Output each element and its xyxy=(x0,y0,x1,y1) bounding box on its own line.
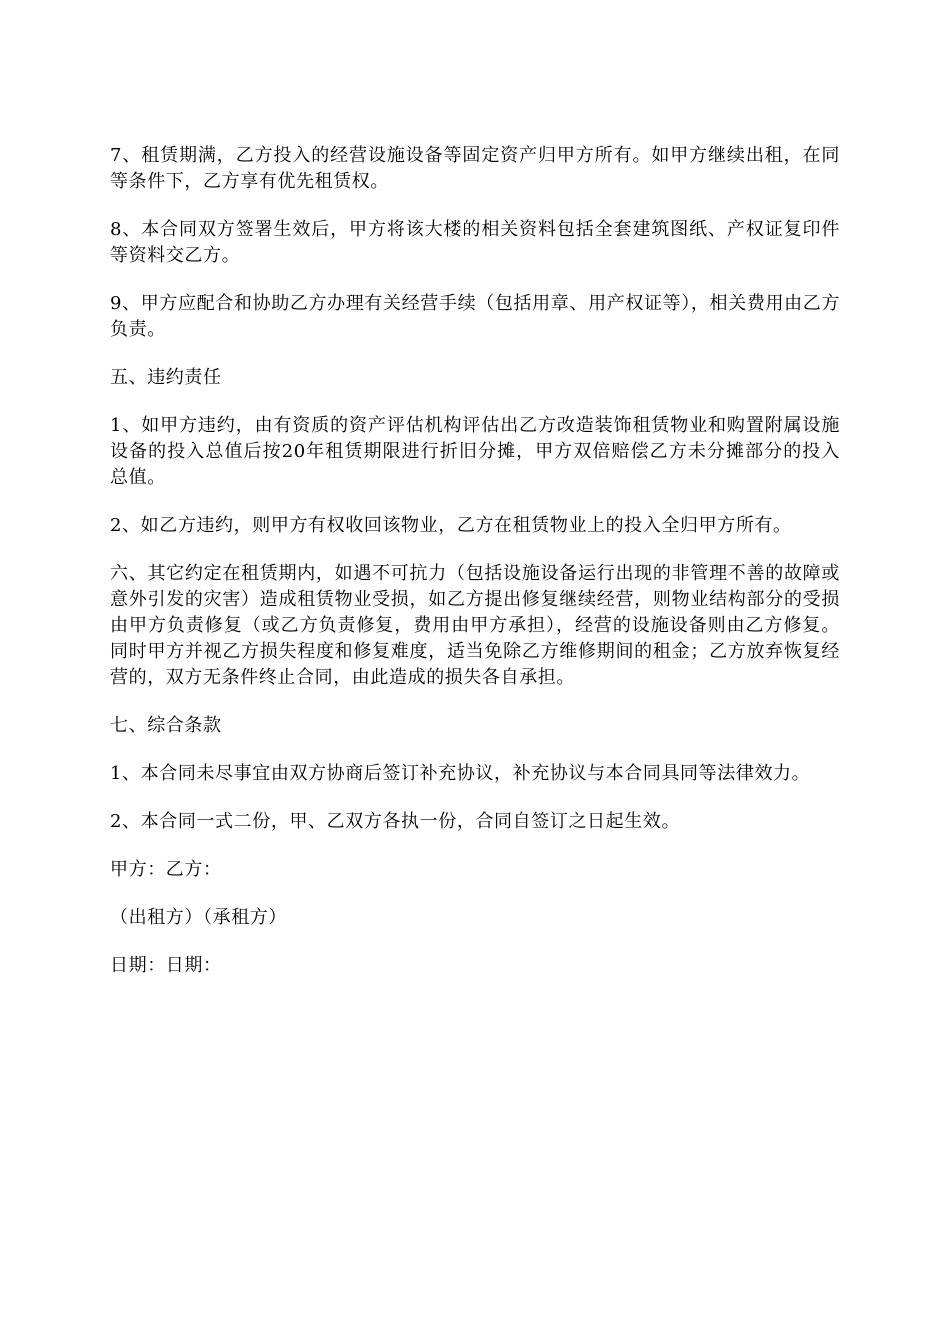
clause-7: 7、租赁期满，乙方投入的经营设施设备等固定资产归甲方所有。如甲方继续出租，在同等条件下，乙方享有优先租赁权。 xyxy=(110,145,840,192)
breach-clause-1: 1、如甲方违约，由有资质的资产评估机构评估出乙方改造装饰租赁物业和购置附属设施设备的投入总值后按20年租赁期限进行折旧分摊，甲方双倍赔偿乙方未分摊部分的投入总值。 xyxy=(110,415,840,488)
section-heading-breach: 五、违约责任 xyxy=(110,367,222,388)
general-clause-2: 2、本合同一式二份，甲、乙双方各执一份，合同自签订之日起生效。 xyxy=(110,811,681,832)
general-clause-1: 1、本合同未尽事宜由双方协商后签订补充协议，补充协议与本合同具同等法律效力。 xyxy=(110,763,811,784)
signature-roles: （出租方）（承租方） xyxy=(110,907,287,928)
section-other-agreements: 六、其它约定在租赁期内，如遇不可抗力（包括设施设备运行出现的非管理不善的故障或意外引发的灾害）造成租赁物业受损，如乙方提出修复继续经营，则物业结构部分的受损由甲方负责修复（或乙方负责修复，费用由甲方承担），经营的设施设备则由乙方修复。同时甲方并视乙方损失程度和修复难度，适当免除乙方维修期间的租金；乙方放弃恢复经营的，双方无条件终止合同，由此造成的损失各自承担。 xyxy=(110,563,840,688)
clause-9: 9、甲方应配合和协助乙方办理有关经营手续（包括用章、用产权证等），相关费用由乙方负责。 xyxy=(110,293,840,340)
section-heading-general: 七、综合条款 xyxy=(110,715,222,736)
signature-dates: 日期：日期： xyxy=(110,955,222,976)
signature-parties: 甲方：乙方： xyxy=(110,859,222,880)
clause-8: 8、本合同双方签署生效后，甲方将该大楼的相关资料包括全套建筑图纸、产权证复印件等资料交乙方。 xyxy=(110,219,840,266)
breach-clause-2: 2、如乙方违约，则甲方有权收回该物业，乙方在租赁物业上的投入全归甲方所有。 xyxy=(110,515,792,536)
document-body xyxy=(110,143,840,1001)
